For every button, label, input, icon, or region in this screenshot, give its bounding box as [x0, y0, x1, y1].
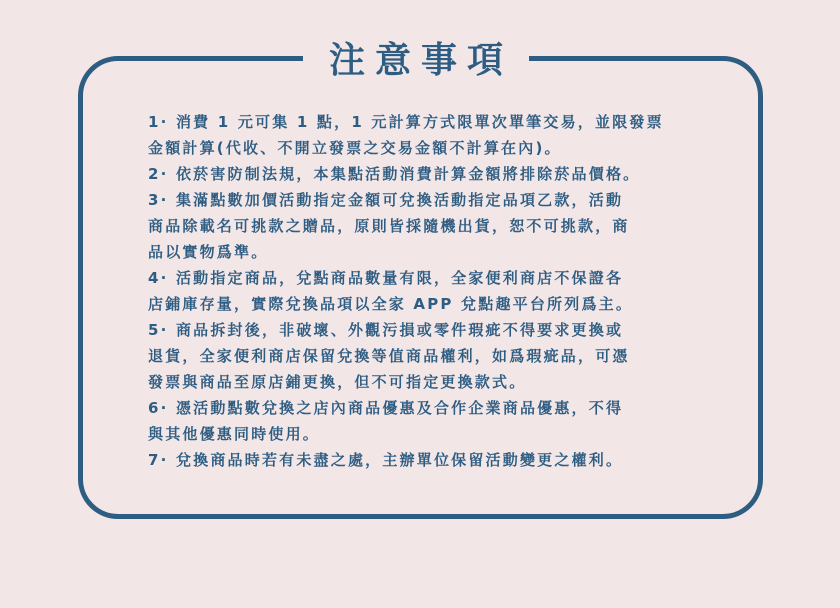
notice-line: 3· 集滿點數加價活動指定金額可兌換活動指定品項乙款，活動 — [148, 191, 624, 209]
notice-line: 4· 活動指定商品，兌點商品數量有限，全家便利商店不保證各 — [148, 269, 624, 287]
notice-item-2 — [148, 161, 708, 187]
notice-list — [148, 109, 708, 473]
notice-item-3 — [148, 187, 708, 265]
notice-line: 6· 憑活動點數兌換之店內商品優惠及合作企業商品優惠，不得 — [148, 399, 624, 417]
notice-line: 店鋪庫存量，實際兌換品項以全家 APP 兌點趣平台所列爲主。 — [148, 295, 634, 313]
notice-item-5 — [148, 317, 708, 395]
notice-line: 品以實物爲準。 — [148, 243, 269, 261]
title-label-wrap — [303, 30, 529, 84]
notice-line: 2· 依菸害防制法規，本集點活動消費計算金額將排除菸品價格。 — [148, 165, 641, 183]
notice-line: 7· 兌換商品時若有未盡之處，主辦單位保留活動變更之權利。 — [148, 451, 624, 469]
notice-line: 1· 消費 1 元可集 1 點，1 元計算方式限單次單筆交易，並限發票 — [148, 113, 664, 131]
notice-line: 退貨，全家便利商店保留兌換等值商品權利，如爲瑕疵品，可憑 — [148, 347, 630, 365]
notice-line: 與其他優惠同時使用。 — [148, 425, 321, 443]
notice-item-1 — [148, 109, 708, 161]
notice-item-7 — [148, 447, 708, 473]
notice-line: 金額計算(代收、不開立發票之交易金額不計算在內)。 — [148, 139, 562, 157]
notice-line: 5· 商品拆封後，非破壞、外觀污損或零件瑕疵不得要求更換或 — [148, 321, 624, 339]
notice-item-6 — [148, 395, 708, 447]
notice-item-4 — [148, 265, 708, 317]
notice-title: 注意事項 — [328, 39, 513, 81]
notice-line: 發票與商品至原店鋪更換，但不可指定更換款式。 — [148, 373, 527, 391]
notice-line: 商品除載名可挑款之贈品，原則皆採隨機出貨，恕不可挑款，商 — [148, 217, 630, 235]
